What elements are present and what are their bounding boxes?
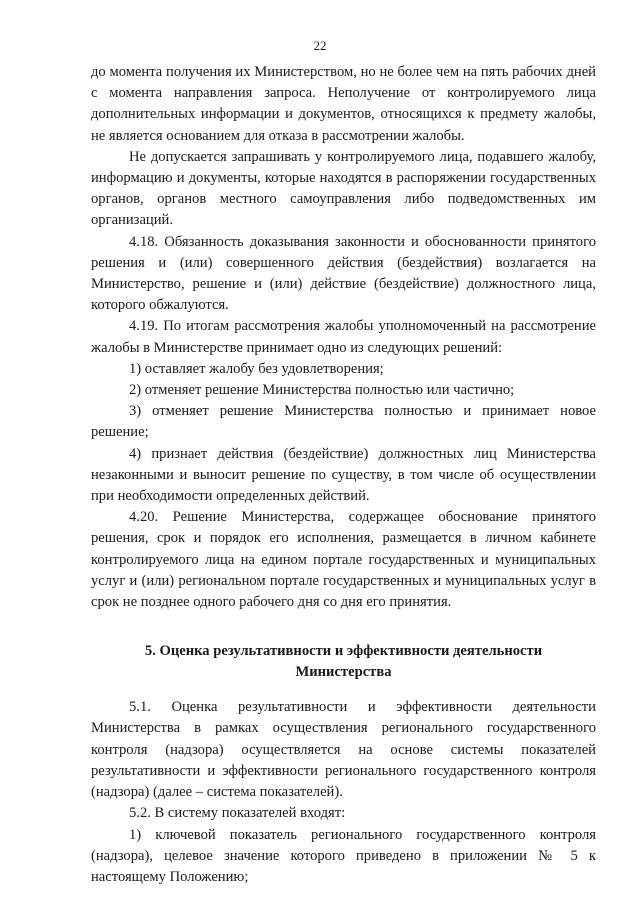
paragraph-5-2: 5.2. В систему показателей входят: (129, 805, 346, 822)
section-heading (91, 641, 596, 683)
paragraph: Не допускается запрашивать у контролируемого лица, подавшего жалобу, информацию и документы, которые находятся в распоряжении государственных органов, органов местного самоуправления либо подведомственных им организаций. (91, 148, 596, 229)
section-heading-line1: 5. Оценка результативности и эффективности деятельности (144, 643, 543, 660)
section-heading-line2: Министерства (295, 664, 392, 681)
paragraph-4-20: 4.20. Решение Министерства, содержащее обоснование принятого решения, срок и порядок его исполнения, размещается в личном кабинете контролируемого лица на едином портале государственных и муниципальных услуг и (или) региональном портале государственных и муниципальных услуг в срок не позднее одного рабочего дня со дня его принятия. (91, 509, 596, 611)
paragraph-4-19: 4.19. По итогам рассмотрения жалобы уполномоченный на рассмотрение жалобы в Министерстве принимает одно из следующих решений: (91, 318, 596, 356)
list-item: 4) признает действия (бездействие) должностных лиц Министерства незаконными и выносит решение по существу, в том числе об осуществлении при необходимости определенных действий. (91, 445, 596, 505)
list-item: 2) отменяет решение Министерства полностью или частично; (129, 382, 515, 399)
paragraph-4-18: 4.18. Обязанность доказывания законности и обоснованности принятого решения и (или) совершенного действия (бездействия) возлагается на Министерство, решение и (или) действие (бездействие) должностного лица, которого обжалуются. (91, 233, 596, 314)
list-item: 3) отменяет решение Министерства полностью и принимает новое решение; (91, 403, 596, 441)
list-item: 1) ключевой показатель регионального государственного контроля (надзора), целевое значение которого приведено в приложении № 5 к настоящему Положению; (91, 826, 596, 885)
page-number: 22 (313, 38, 327, 53)
paragraph-5-1: 5.1. Оценка результативности и эффективности деятельности Министерства в рамках осуществления регионального государственного контроля (надзора) осуществляется на основе системы показателей результативности и эффективности регионального государственного контроля (надзора) (далее – система показателей). (91, 699, 596, 801)
paragraph: до момента получения их Министерством, но не более чем на пять рабочих дней с момента направления запроса. Неполучение от контролируемого лица дополнительных информации и документов, относящихся к предмету жалобы, не является основанием для отказа в рассмотрении жалобы. (91, 64, 596, 144)
list-item: 1) оставляет жалобу без удовлетворения; (129, 360, 384, 377)
document-body (91, 62, 596, 888)
